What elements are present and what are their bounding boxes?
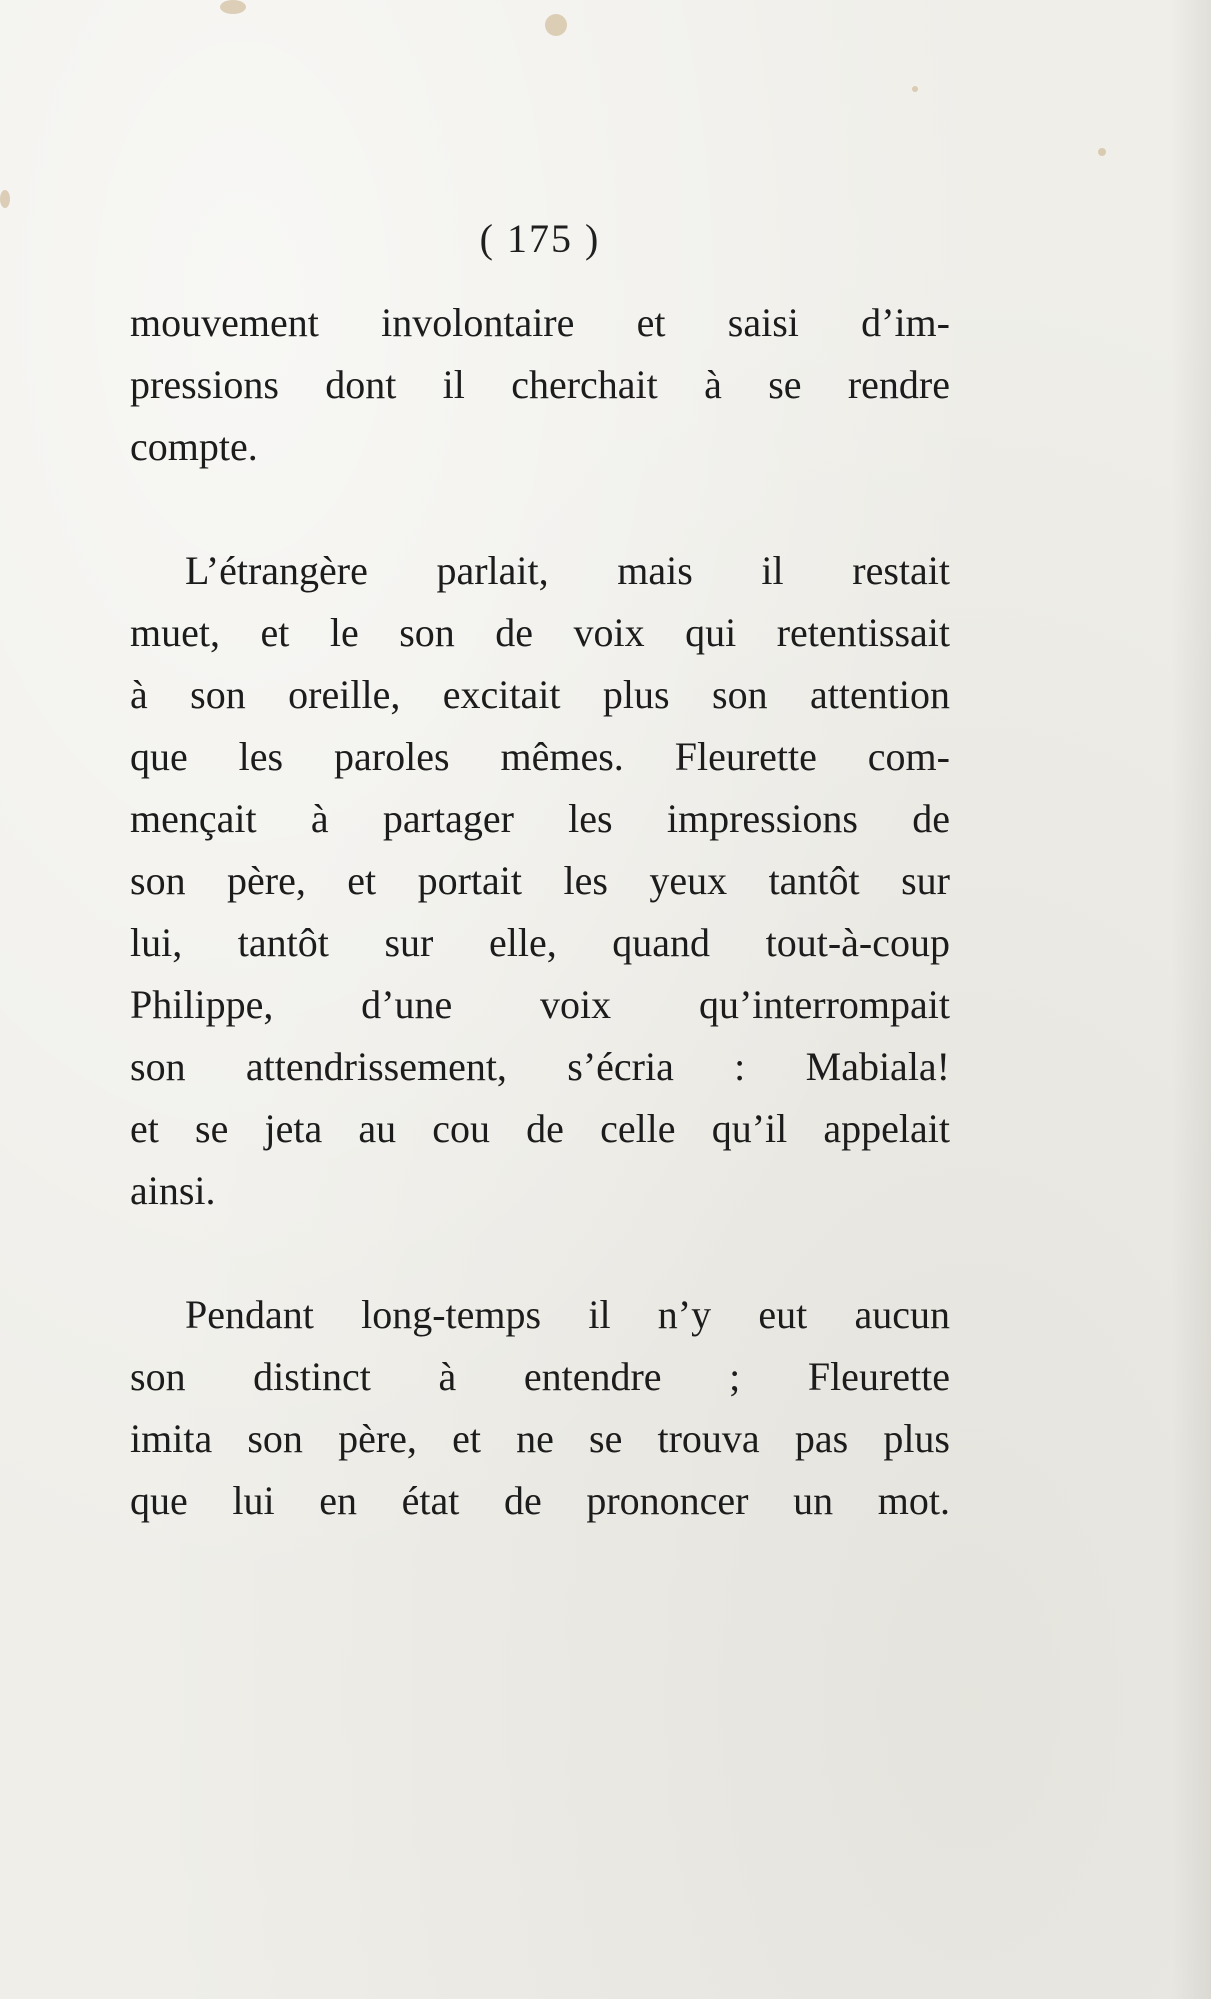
text-line: mouvement involontaire et saisi d’im- <box>130 300 950 345</box>
text-line: son distinct à entendre ; Fleurette <box>130 1354 950 1399</box>
text-line: muet, et le son de voix qui retentissait <box>130 610 950 655</box>
foxing-spot <box>1098 148 1106 156</box>
page-number: ( 175 ) <box>479 216 601 261</box>
text-line: Philippe, d’une voix qu’interrompait <box>130 982 950 1027</box>
text-line: son attendrissement, s’écria : Mabiala! <box>130 1044 950 1089</box>
foxing-spot <box>912 86 918 92</box>
text-line: L’étrangère parlait, mais il restait <box>185 548 950 593</box>
text-line: lui, tantôt sur elle, quand tout-à-coup <box>130 920 950 965</box>
paragraph <box>130 292 950 478</box>
text-line: que les paroles mêmes. Fleurette com- <box>130 734 950 779</box>
text-line: ainsi. <box>130 1168 216 1213</box>
page-edge-shadow <box>1171 0 1211 1999</box>
text-line: compte. <box>130 424 258 469</box>
paragraph-gap <box>130 478 950 540</box>
text-line: et se jeta au cou de celle qu’il appelait <box>130 1106 950 1151</box>
paragraph <box>130 540 950 1222</box>
text-line: pressions dont il cherchait à se rendre <box>130 362 950 407</box>
paragraph <box>130 1284 950 1532</box>
foxing-spot <box>220 0 246 14</box>
foxing-spot <box>545 14 567 36</box>
paragraph-gap <box>130 1222 950 1284</box>
text-line: à son oreille, excitait plus son attention <box>130 672 950 717</box>
text-line: imita son père, et ne se trouva pas plus <box>130 1416 950 1461</box>
text-line: que lui en état de prononcer un mot. <box>130 1478 950 1523</box>
text-line: mençait à partager les impressions de <box>130 796 950 841</box>
text-line: son père, et portait les yeux tantôt sur <box>130 858 950 903</box>
text-line: Pendant long-temps il n’y eut aucun <box>185 1292 950 1337</box>
body-text <box>130 292 950 1532</box>
foxing-spot <box>0 190 10 208</box>
